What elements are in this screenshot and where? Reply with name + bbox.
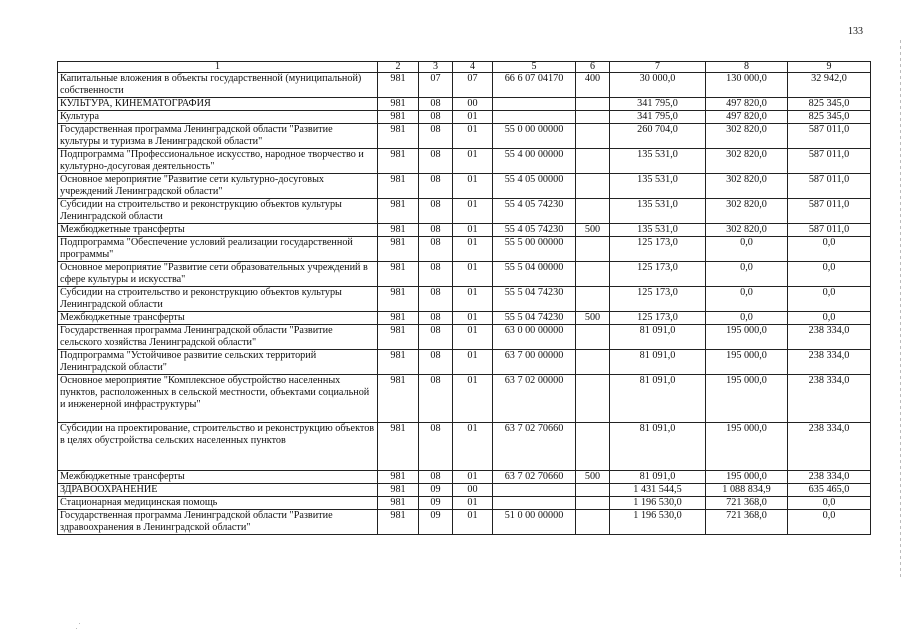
row-amount-y3: 0,0	[788, 262, 871, 287]
row-expense-type: 500	[576, 471, 610, 484]
row-section: 08	[419, 287, 453, 312]
header-cell: 4	[453, 62, 493, 73]
row-amount-y2: 195 000,0	[706, 325, 788, 350]
table-row	[58, 497, 871, 510]
row-amount-y3: 238 334,0	[788, 325, 871, 350]
table-row	[58, 423, 871, 471]
row-target-article: 55 5 04 74230	[493, 312, 576, 325]
row-amount-y1: 81 091,0	[610, 423, 706, 471]
row-name: Основное мероприятие "Комплексное обустройство населенных пунктов, расположенных в сельской местности, объектами социальной и инженерной инфраструктуры"	[58, 375, 378, 423]
row-amount-y2: 0,0	[706, 262, 788, 287]
row-amount-y2: 195 000,0	[706, 375, 788, 423]
table-row	[58, 287, 871, 312]
row-subsection: 01	[453, 149, 493, 174]
table-row	[58, 375, 871, 423]
row-amount-y1: 125 173,0	[610, 262, 706, 287]
row-name: Межбюджетные трансферты	[58, 471, 378, 484]
row-subsection: 01	[453, 124, 493, 149]
row-amount-y3: 587 011,0	[788, 174, 871, 199]
row-amount-y3: 238 334,0	[788, 471, 871, 484]
row-section: 08	[419, 111, 453, 124]
row-expense-type	[576, 98, 610, 111]
row-amount-y2: 497 820,0	[706, 98, 788, 111]
row-amount-y1: 1 196 530,0	[610, 510, 706, 535]
row-grbs: 981	[378, 149, 419, 174]
scan-speck	[76, 628, 77, 629]
row-amount-y1: 81 091,0	[610, 350, 706, 375]
row-amount-y2: 721 368,0	[706, 497, 788, 510]
row-target-article: 63 7 00 00000	[493, 350, 576, 375]
row-amount-y2: 195 000,0	[706, 350, 788, 375]
table-row	[58, 111, 871, 124]
row-name: Государственная программа Ленинградской области "Развитие сельского хозяйства Ленинградской области"	[58, 325, 378, 350]
table-row	[58, 312, 871, 325]
row-name: Государственная программа Ленинградской области "Развитие здравоохранения в Ленинградской области"	[58, 510, 378, 535]
header-cell: 8	[706, 62, 788, 73]
row-name: Капитальные вложения в объекты государственной (муниципальной) собственности	[58, 73, 378, 98]
row-expense-type	[576, 375, 610, 423]
row-amount-y2: 130 000,0	[706, 73, 788, 98]
scan-speck	[79, 623, 80, 624]
table-row	[58, 124, 871, 149]
row-amount-y3: 635 465,0	[788, 484, 871, 497]
row-expense-type	[576, 497, 610, 510]
row-section: 08	[419, 149, 453, 174]
row-name: Культура	[58, 111, 378, 124]
row-grbs: 981	[378, 510, 419, 535]
row-amount-y2: 302 820,0	[706, 224, 788, 237]
row-amount-y3: 32 942,0	[788, 73, 871, 98]
table-row	[58, 73, 871, 98]
row-expense-type	[576, 149, 610, 174]
row-expense-type: 400	[576, 73, 610, 98]
row-amount-y1: 1 431 544,5	[610, 484, 706, 497]
budget-table	[57, 61, 871, 535]
row-grbs: 981	[378, 224, 419, 237]
row-section: 08	[419, 262, 453, 287]
row-expense-type: 500	[576, 312, 610, 325]
row-section: 08	[419, 174, 453, 199]
row-amount-y1: 135 531,0	[610, 224, 706, 237]
row-amount-y3: 587 011,0	[788, 124, 871, 149]
row-grbs: 981	[378, 325, 419, 350]
row-section: 07	[419, 73, 453, 98]
row-section: 09	[419, 484, 453, 497]
row-amount-y3: 0,0	[788, 312, 871, 325]
row-amount-y1: 341 795,0	[610, 111, 706, 124]
row-amount-y2: 1 088 834,9	[706, 484, 788, 497]
row-amount-y2: 721 368,0	[706, 510, 788, 535]
table-row	[58, 262, 871, 287]
row-amount-y1: 341 795,0	[610, 98, 706, 111]
row-name: Подпрограмма "Обеспечение условий реализации государственной программы"	[58, 237, 378, 262]
row-grbs: 981	[378, 124, 419, 149]
row-amount-y3: 587 011,0	[788, 149, 871, 174]
row-section: 08	[419, 471, 453, 484]
row-amount-y1: 1 196 530,0	[610, 497, 706, 510]
row-amount-y2: 0,0	[706, 237, 788, 262]
row-amount-y3: 238 334,0	[788, 423, 871, 471]
row-amount-y3: 0,0	[788, 237, 871, 262]
row-subsection: 01	[453, 497, 493, 510]
row-target-article: 55 4 05 74230	[493, 224, 576, 237]
row-subsection: 01	[453, 174, 493, 199]
row-grbs: 981	[378, 199, 419, 224]
row-expense-type	[576, 237, 610, 262]
header-cell: 1	[58, 62, 378, 73]
row-subsection: 01	[453, 510, 493, 535]
row-amount-y3: 587 011,0	[788, 224, 871, 237]
row-expense-type	[576, 510, 610, 535]
row-name: Государственная программа Ленинградской области "Развитие культуры и туризма в Ленинградской области"	[58, 124, 378, 149]
row-subsection: 01	[453, 471, 493, 484]
table-row	[58, 484, 871, 497]
row-name: Основное мероприятие "Развитие сети образовательных учреждений в сфере культуры и искусства"	[58, 262, 378, 287]
row-target-article: 51 0 00 00000	[493, 510, 576, 535]
table-row	[58, 174, 871, 199]
row-amount-y2: 195 000,0	[706, 471, 788, 484]
header-cell: 2	[378, 62, 419, 73]
table-row	[58, 98, 871, 111]
row-name: Основное мероприятие "Развитие сети культурно-досуговых учреждений Ленинградской области"	[58, 174, 378, 199]
row-grbs: 981	[378, 73, 419, 98]
row-amount-y1: 135 531,0	[610, 174, 706, 199]
row-target-article: 55 5 04 74230	[493, 287, 576, 312]
table-row	[58, 471, 871, 484]
row-section: 08	[419, 124, 453, 149]
table-row	[58, 350, 871, 375]
table-row	[58, 325, 871, 350]
row-target-article: 66 6 07 04170	[493, 73, 576, 98]
row-amount-y3: 238 334,0	[788, 375, 871, 423]
table-row	[58, 224, 871, 237]
row-amount-y3: 825 345,0	[788, 111, 871, 124]
row-grbs: 981	[378, 471, 419, 484]
row-section: 09	[419, 510, 453, 535]
row-subsection: 01	[453, 350, 493, 375]
row-name: Межбюджетные трансферты	[58, 224, 378, 237]
row-section: 08	[419, 312, 453, 325]
row-grbs: 981	[378, 312, 419, 325]
row-amount-y1: 81 091,0	[610, 471, 706, 484]
row-section: 08	[419, 423, 453, 471]
row-section: 08	[419, 98, 453, 111]
scan-edge-rule	[900, 40, 901, 580]
row-name: Стационарная медицинская помощь	[58, 497, 378, 510]
row-target-article	[493, 484, 576, 497]
row-amount-y1: 260 704,0	[610, 124, 706, 149]
row-grbs: 981	[378, 111, 419, 124]
row-target-article: 63 7 02 70660	[493, 423, 576, 471]
row-amount-y1: 135 531,0	[610, 199, 706, 224]
row-grbs: 981	[378, 287, 419, 312]
row-grbs: 981	[378, 350, 419, 375]
row-grbs: 981	[378, 484, 419, 497]
row-target-article: 63 0 00 00000	[493, 325, 576, 350]
row-subsection: 00	[453, 484, 493, 497]
header-cell: 6	[576, 62, 610, 73]
row-amount-y3: 0,0	[788, 497, 871, 510]
row-subsection: 00	[453, 98, 493, 111]
row-amount-y1: 81 091,0	[610, 325, 706, 350]
row-section: 08	[419, 325, 453, 350]
row-grbs: 981	[378, 98, 419, 111]
row-name: Субсидии на строительство и реконструкцию объектов культуры Ленинградской области	[58, 199, 378, 224]
row-target-article: 55 5 00 00000	[493, 237, 576, 262]
row-subsection: 01	[453, 237, 493, 262]
row-amount-y1: 30 000,0	[610, 73, 706, 98]
row-expense-type	[576, 111, 610, 124]
row-target-article: 55 4 05 74230	[493, 199, 576, 224]
row-target-article: 63 7 02 00000	[493, 375, 576, 423]
row-expense-type: 500	[576, 224, 610, 237]
row-grbs: 981	[378, 262, 419, 287]
header-cell: 5	[493, 62, 576, 73]
row-section: 08	[419, 224, 453, 237]
row-expense-type	[576, 174, 610, 199]
row-subsection: 01	[453, 111, 493, 124]
row-target-article: 55 5 04 00000	[493, 262, 576, 287]
row-section: 08	[419, 199, 453, 224]
row-amount-y2: 0,0	[706, 287, 788, 312]
row-section: 08	[419, 350, 453, 375]
table-row	[58, 149, 871, 174]
row-name: Подпрограмма "Устойчивое развитие сельских территорий Ленинградской области"	[58, 350, 378, 375]
row-target-article	[493, 98, 576, 111]
row-amount-y2: 0,0	[706, 312, 788, 325]
row-amount-y2: 302 820,0	[706, 149, 788, 174]
row-expense-type	[576, 262, 610, 287]
row-expense-type	[576, 350, 610, 375]
row-name: ЗДРАВООХРАНЕНИЕ	[58, 484, 378, 497]
row-section: 08	[419, 375, 453, 423]
row-amount-y3: 587 011,0	[788, 199, 871, 224]
row-name: Субсидии на строительство и реконструкцию объектов культуры Ленинградской области	[58, 287, 378, 312]
row-expense-type	[576, 423, 610, 471]
row-name: Субсидии на проектирование, строительство и реконструкцию объектов в целях обустройства сельских населенных пунктов	[58, 423, 378, 471]
table-row	[58, 510, 871, 535]
row-expense-type	[576, 287, 610, 312]
header-cell: 9	[788, 62, 871, 73]
row-amount-y1: 135 531,0	[610, 149, 706, 174]
row-amount-y3: 0,0	[788, 510, 871, 535]
row-amount-y2: 497 820,0	[706, 111, 788, 124]
table-row	[58, 199, 871, 224]
row-expense-type	[576, 484, 610, 497]
row-grbs: 981	[378, 375, 419, 423]
row-target-article: 55 0 00 00000	[493, 124, 576, 149]
row-subsection: 01	[453, 224, 493, 237]
row-name: КУЛЬТУРА, КИНЕМАТОГРАФИЯ	[58, 98, 378, 111]
row-subsection: 01	[453, 199, 493, 224]
row-expense-type	[576, 124, 610, 149]
row-section: 09	[419, 497, 453, 510]
page-number: 133	[848, 26, 863, 37]
row-subsection: 01	[453, 312, 493, 325]
row-expense-type	[576, 325, 610, 350]
row-grbs: 981	[378, 174, 419, 199]
row-grbs: 981	[378, 237, 419, 262]
row-subsection: 01	[453, 287, 493, 312]
row-amount-y2: 302 820,0	[706, 199, 788, 224]
header-row	[58, 62, 871, 73]
row-grbs: 981	[378, 497, 419, 510]
row-amount-y1: 125 173,0	[610, 237, 706, 262]
row-target-article: 55 4 00 00000	[493, 149, 576, 174]
row-amount-y1: 81 091,0	[610, 375, 706, 423]
row-subsection: 07	[453, 73, 493, 98]
row-target-article	[493, 497, 576, 510]
row-subsection: 01	[453, 375, 493, 423]
header-cell: 3	[419, 62, 453, 73]
row-amount-y2: 302 820,0	[706, 124, 788, 149]
row-amount-y1: 125 173,0	[610, 287, 706, 312]
row-subsection: 01	[453, 262, 493, 287]
row-amount-y1: 125 173,0	[610, 312, 706, 325]
row-target-article: 55 4 05 00000	[493, 174, 576, 199]
row-target-article	[493, 111, 576, 124]
header-cell: 7	[610, 62, 706, 73]
row-amount-y2: 195 000,0	[706, 423, 788, 471]
row-subsection: 01	[453, 423, 493, 471]
table-row	[58, 237, 871, 262]
row-amount-y2: 302 820,0	[706, 174, 788, 199]
row-name: Межбюджетные трансферты	[58, 312, 378, 325]
row-amount-y3: 825 345,0	[788, 98, 871, 111]
row-name: Подпрограмма "Профессиональное искусство, народное творчество и культурно-досуговая деятельность"	[58, 149, 378, 174]
row-target-article: 63 7 02 70660	[493, 471, 576, 484]
row-amount-y3: 0,0	[788, 287, 871, 312]
row-section: 08	[419, 237, 453, 262]
row-amount-y3: 238 334,0	[788, 350, 871, 375]
row-grbs: 981	[378, 423, 419, 471]
row-subsection: 01	[453, 325, 493, 350]
row-expense-type	[576, 199, 610, 224]
